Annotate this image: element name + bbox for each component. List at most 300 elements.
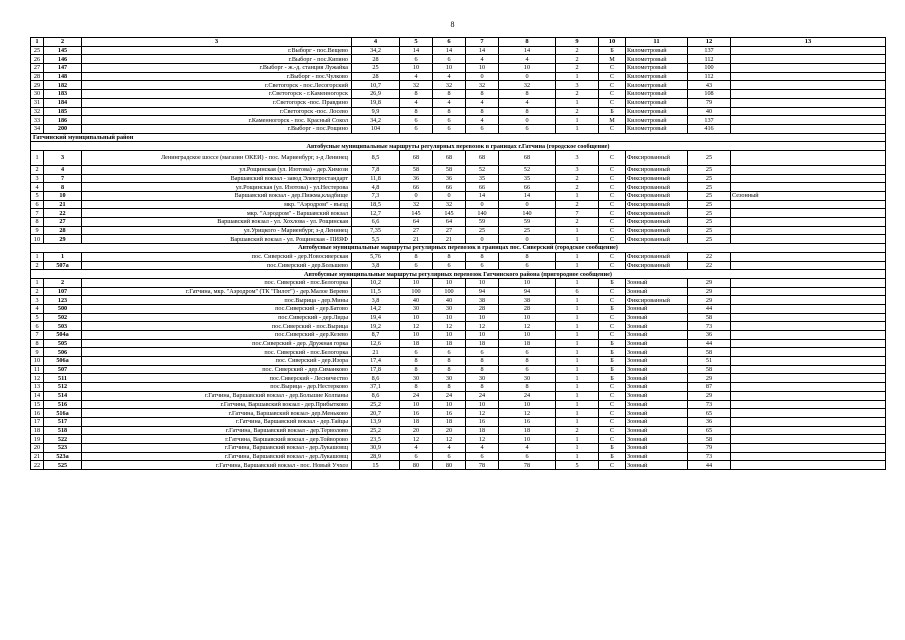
table-cell: Б xyxy=(599,357,626,366)
table-cell: 8 xyxy=(466,365,499,374)
table-cell: 200 xyxy=(44,124,82,133)
table-cell: 511 xyxy=(44,374,82,383)
table-cell: 506а xyxy=(44,357,82,366)
column-header: 11 xyxy=(626,38,688,47)
table-cell: 22 xyxy=(31,461,44,470)
table-row xyxy=(31,365,886,374)
table-cell: 12 xyxy=(433,322,466,331)
table-cell: 507а xyxy=(44,261,82,270)
table-cell: 1 xyxy=(556,443,599,452)
table-cell: Зонный xyxy=(626,452,688,461)
table-cell: 14 xyxy=(499,192,556,201)
table-cell: 15 xyxy=(352,461,400,470)
table-row xyxy=(31,218,886,227)
table-cell: 22 xyxy=(688,261,731,270)
table-cell xyxy=(731,200,886,209)
table-cell: Зонный xyxy=(626,383,688,392)
table-cell: пос. Сиверский - дер.Изора xyxy=(82,357,352,366)
table-cell: 68 xyxy=(433,150,466,165)
table-cell: 43 xyxy=(688,81,731,90)
table-cell: С xyxy=(599,296,626,305)
table-cell: 25 xyxy=(31,46,44,55)
table-cell: Километровый xyxy=(626,64,688,73)
table-cell: 19,2 xyxy=(352,322,400,331)
table-cell: С xyxy=(599,400,626,409)
column-header: 5 xyxy=(400,38,433,47)
table-cell: 33 xyxy=(31,116,44,125)
table-cell: Фиксированный xyxy=(626,150,688,165)
table-cell: 512 xyxy=(44,383,82,392)
table-cell: С xyxy=(599,383,626,392)
table-cell: 3 xyxy=(556,81,599,90)
table-cell: 22 xyxy=(688,252,731,261)
table-row xyxy=(31,435,886,444)
table-cell: 13 xyxy=(31,383,44,392)
table-cell: 1 xyxy=(556,192,599,201)
table-cell: 185 xyxy=(44,107,82,116)
table-cell: 2 xyxy=(31,287,44,296)
table-row xyxy=(31,461,886,470)
table-cell: Километровый xyxy=(626,90,688,99)
table-cell: 2 xyxy=(556,46,599,55)
table-cell: 8 xyxy=(466,357,499,366)
table-cell: 18 xyxy=(499,426,556,435)
table-cell: 145 xyxy=(400,209,433,218)
table-cell: 25 xyxy=(688,183,731,192)
table-row xyxy=(31,55,886,64)
table-cell: 27 xyxy=(400,226,433,235)
table-cell: 10 xyxy=(433,313,466,322)
table-row xyxy=(31,304,886,313)
table-cell: 523 xyxy=(44,443,82,452)
table-row xyxy=(31,391,886,400)
table-cell: 1 xyxy=(31,150,44,165)
table-cell: 3 xyxy=(44,150,82,165)
column-header: 1 xyxy=(31,38,44,47)
table-cell xyxy=(731,226,886,235)
table-cell: 184 xyxy=(44,98,82,107)
table-cell: 12 xyxy=(400,435,433,444)
table-cell: 7 xyxy=(44,174,82,183)
table-cell: 38 xyxy=(499,296,556,305)
table-cell: 28 xyxy=(44,226,82,235)
table-cell: пос.Сиверский - пос.Вырица xyxy=(82,322,352,331)
table-cell: 26 xyxy=(31,55,44,64)
table-cell: 29 xyxy=(688,296,731,305)
table-cell: 10 xyxy=(400,64,433,73)
table-cell: 21 xyxy=(31,452,44,461)
table-cell: 9 xyxy=(31,226,44,235)
table-cell: 8 xyxy=(499,252,556,261)
table-cell: 14 xyxy=(400,46,433,55)
column-header: 2 xyxy=(44,38,82,47)
table-cell: Зонный xyxy=(626,409,688,418)
table-cell: Километровый xyxy=(626,98,688,107)
table-cell: 78 xyxy=(499,461,556,470)
table-cell: Варшавский вокзал - дер.Пижма,кладбище xyxy=(82,192,352,201)
table-cell: Варшавский вокзал - ул. Рощинская - ПИЯФ xyxy=(82,235,352,244)
table-cell: 64 xyxy=(400,218,433,227)
table-cell: 8,5 xyxy=(352,150,400,165)
table-cell: 505 xyxy=(44,339,82,348)
table-row xyxy=(31,443,886,452)
table-cell: 1 xyxy=(556,72,599,81)
table-cell: Б xyxy=(599,304,626,313)
table-cell: 36 xyxy=(688,331,731,340)
table-cell: 517 xyxy=(44,417,82,426)
table-cell: 10 xyxy=(466,313,499,322)
table-row xyxy=(31,165,886,174)
table-cell xyxy=(731,383,886,392)
table-cell: пос.Вырица - дер.Нестерково xyxy=(82,383,352,392)
table-cell: 64 xyxy=(433,218,466,227)
table-cell: 94 xyxy=(499,287,556,296)
table-cell: 16 xyxy=(400,409,433,418)
table-cell: 4 xyxy=(44,165,82,174)
table-cell: С xyxy=(599,261,626,270)
table-cell: 6 xyxy=(499,452,556,461)
table-cell: 11 xyxy=(31,365,44,374)
table-cell: 3 xyxy=(556,150,599,165)
table-cell: 1 xyxy=(556,252,599,261)
table-cell: 30 xyxy=(400,374,433,383)
table-cell: Зонный xyxy=(626,278,688,287)
table-cell: 1 xyxy=(556,374,599,383)
section-title xyxy=(31,142,886,151)
table-cell: 14 xyxy=(433,46,466,55)
table-cell: 32 xyxy=(433,81,466,90)
table-cell: С xyxy=(599,72,626,81)
table-cell: 7,3 xyxy=(352,192,400,201)
table-cell: 7 xyxy=(31,209,44,218)
table-row xyxy=(31,174,886,183)
table-cell: 66 xyxy=(433,183,466,192)
table-cell: 8 xyxy=(499,383,556,392)
table-cell: 65 xyxy=(688,409,731,418)
table-cell: г.Светогорск - г.Каменногорск xyxy=(82,90,352,99)
table-cell: 12 xyxy=(499,322,556,331)
table-cell: С xyxy=(599,313,626,322)
table-cell: пос.Сиверский - дер.Лиды xyxy=(82,313,352,322)
table-cell: 79 xyxy=(688,98,731,107)
table-cell: 1 xyxy=(556,348,599,357)
table-cell: 59 xyxy=(466,218,499,227)
table-cell: 10 xyxy=(499,64,556,73)
table-cell: Б xyxy=(599,339,626,348)
table-cell: 66 xyxy=(466,183,499,192)
table-cell: С xyxy=(599,435,626,444)
table-row xyxy=(31,313,886,322)
table-cell: 25 xyxy=(352,64,400,73)
table-cell: Километровый xyxy=(626,72,688,81)
table-cell: 18,5 xyxy=(352,200,400,209)
table-cell: Фиксированный xyxy=(626,192,688,201)
table-cell: 25 xyxy=(499,226,556,235)
table-cell: 6,6 xyxy=(352,218,400,227)
table-cell: пос.Сиверский - дер.Большево xyxy=(82,261,352,270)
table-row xyxy=(31,287,886,296)
table-cell: С xyxy=(599,426,626,435)
table-cell: 18 xyxy=(400,339,433,348)
table-cell: 19,4 xyxy=(352,313,400,322)
table-row xyxy=(31,98,886,107)
table-cell: 5,5 xyxy=(352,235,400,244)
table-cell: 29 xyxy=(688,374,731,383)
table-cell: С xyxy=(599,200,626,209)
table-cell: г.Гатчина, Варшавский вокзал - дер.Лукашовщ xyxy=(82,443,352,452)
table-cell: Километровый xyxy=(626,55,688,64)
table-cell: С xyxy=(599,252,626,261)
table-cell: 7,8 xyxy=(352,165,400,174)
table-cell: 107 xyxy=(44,287,82,296)
table-cell: пос.Сиверский - дер. Дружная горка xyxy=(82,339,352,348)
table-row xyxy=(31,400,886,409)
table-cell: 506 xyxy=(44,348,82,357)
table-body xyxy=(31,46,886,469)
table-cell: С xyxy=(599,150,626,165)
table-cell: 58 xyxy=(433,165,466,174)
table-cell: С xyxy=(599,226,626,235)
table-cell: 78 xyxy=(466,461,499,470)
table-cell: 6 xyxy=(400,348,433,357)
table-cell: 26,9 xyxy=(352,90,400,99)
table-cell: 0 xyxy=(499,72,556,81)
table-cell xyxy=(731,287,886,296)
column-header: 9 xyxy=(556,38,599,47)
table-row xyxy=(31,252,886,261)
table-cell: 507 xyxy=(44,365,82,374)
table-cell: 13,9 xyxy=(352,417,400,426)
table-cell: 36 xyxy=(433,174,466,183)
column-header: 4 xyxy=(352,38,400,47)
table-cell: 8 xyxy=(466,252,499,261)
table-cell: 2 xyxy=(556,64,599,73)
table-cell: 58 xyxy=(688,313,731,322)
table-cell: 8 xyxy=(466,383,499,392)
table-row xyxy=(31,200,886,209)
table-cell: Фиксированный xyxy=(626,209,688,218)
table-cell: 1 xyxy=(31,278,44,287)
table-cell: 25 xyxy=(688,200,731,209)
table-cell: 6 xyxy=(466,124,499,133)
table-cell: 25 xyxy=(688,150,731,165)
table-cell: 8 xyxy=(400,365,433,374)
table-cell: 137 xyxy=(688,116,731,125)
table-cell: 28 xyxy=(352,72,400,81)
table-cell: 11,8 xyxy=(352,174,400,183)
table-cell: 4 xyxy=(499,443,556,452)
table-cell: 12,6 xyxy=(352,339,400,348)
table-cell: 525 xyxy=(44,461,82,470)
table-cell: С xyxy=(599,174,626,183)
table-row xyxy=(31,417,886,426)
table-cell: 8 xyxy=(499,357,556,366)
table-cell: 3,8 xyxy=(352,296,400,305)
table-cell: пос.Вырица - дер.Мины xyxy=(82,296,352,305)
table-cell: 2 xyxy=(556,90,599,99)
column-header: 6 xyxy=(433,38,466,47)
table-cell: 108 xyxy=(688,90,731,99)
table-cell: 9 xyxy=(31,348,44,357)
table-cell: 44 xyxy=(688,304,731,313)
table-cell: 518 xyxy=(44,426,82,435)
table-cell: 34 xyxy=(31,124,44,133)
table-cell: 4 xyxy=(499,55,556,64)
table-cell: 10 xyxy=(499,313,556,322)
table-cell: 1 xyxy=(556,391,599,400)
table-cell xyxy=(731,304,886,313)
table-cell: 32 xyxy=(499,81,556,90)
table-cell xyxy=(731,391,886,400)
table-cell xyxy=(731,116,886,125)
table-cell: 4 xyxy=(433,443,466,452)
table-cell: 10 xyxy=(400,313,433,322)
table-cell: 8 xyxy=(400,383,433,392)
table-cell: 21 xyxy=(44,200,82,209)
table-cell: 6 xyxy=(400,452,433,461)
table-cell: 514 xyxy=(44,391,82,400)
table-cell: Б xyxy=(599,278,626,287)
table-cell: 1 xyxy=(556,409,599,418)
table-row xyxy=(31,348,886,357)
table-cell: 4,8 xyxy=(352,183,400,192)
table-cell: 30 xyxy=(433,304,466,313)
table-cell xyxy=(731,278,886,287)
table-cell: 8 xyxy=(433,383,466,392)
table-cell xyxy=(731,124,886,133)
table-cell: С xyxy=(599,322,626,331)
table-cell: 30 xyxy=(31,90,44,99)
table-cell: 40 xyxy=(688,107,731,116)
table-cell: 17,8 xyxy=(352,365,400,374)
table-cell: Фиксированный xyxy=(626,261,688,270)
table-cell: 30 xyxy=(466,374,499,383)
table-cell: Фиксированный xyxy=(626,200,688,209)
table-cell: г.Выборг - пос.Рощино xyxy=(82,124,352,133)
table-cell xyxy=(731,331,886,340)
table-cell: 8 xyxy=(499,107,556,116)
table-cell: 21 xyxy=(433,235,466,244)
table-cell: 25 xyxy=(688,209,731,218)
table-cell: 6 xyxy=(499,365,556,374)
table-row xyxy=(31,322,886,331)
table-cell: 34,2 xyxy=(352,116,400,125)
table-cell: М xyxy=(599,55,626,64)
table-cell xyxy=(731,46,886,55)
table-cell: г.Каменногорск - пос. Красный Сокол xyxy=(82,116,352,125)
table-row xyxy=(31,426,886,435)
table-cell: 100 xyxy=(433,287,466,296)
table-cell: 145 xyxy=(433,209,466,218)
table-cell: Б xyxy=(599,443,626,452)
table-cell: 1 xyxy=(556,417,599,426)
table-cell: 18 xyxy=(466,339,499,348)
table-cell: 73 xyxy=(688,452,731,461)
table-cell: пос. Сиверский - пос.Белогорка xyxy=(82,348,352,357)
table-cell: 112 xyxy=(688,55,731,64)
table-cell: 503 xyxy=(44,322,82,331)
table-cell xyxy=(731,235,886,244)
table-cell: 4 xyxy=(433,72,466,81)
table-row xyxy=(31,278,886,287)
table-cell: Зонный xyxy=(626,339,688,348)
table-cell: 4 xyxy=(31,304,44,313)
table-cell: 6 xyxy=(499,348,556,357)
table-cell: 140 xyxy=(499,209,556,218)
table-cell: 25 xyxy=(688,226,731,235)
table-cell: пос. Сиверский - дер.Новосиверская xyxy=(82,252,352,261)
table-cell: 44 xyxy=(688,339,731,348)
table-cell: 29 xyxy=(688,278,731,287)
table-cell: г.Гатчина, Варшавский вокзал - дер.Терволово xyxy=(82,426,352,435)
table-cell: 44 xyxy=(688,461,731,470)
table-cell xyxy=(731,72,886,81)
table-cell: 3 xyxy=(31,296,44,305)
table-cell: Километровый xyxy=(626,116,688,125)
table-cell: 147 xyxy=(44,64,82,73)
table-cell: 1 xyxy=(556,331,599,340)
table-cell: Километровый xyxy=(626,124,688,133)
table-cell: 10 xyxy=(31,357,44,366)
table-row xyxy=(31,226,886,235)
table-cell: 8 xyxy=(31,218,44,227)
table-cell xyxy=(731,357,886,366)
table-cell: 73 xyxy=(688,400,731,409)
table-cell: 27 xyxy=(44,218,82,227)
table-cell: С xyxy=(599,287,626,296)
table-cell: 16 xyxy=(31,409,44,418)
table-cell xyxy=(731,417,886,426)
table-cell xyxy=(731,174,886,183)
table-cell: 8 xyxy=(400,90,433,99)
table-cell: 504а xyxy=(44,331,82,340)
table-cell: 8,6 xyxy=(352,374,400,383)
table-cell: г.Светогорск - пос.Лесогорский xyxy=(82,81,352,90)
table-cell xyxy=(731,409,886,418)
table-cell: 9,9 xyxy=(352,107,400,116)
table-cell: 4 xyxy=(400,443,433,452)
table-cell xyxy=(731,252,886,261)
table-cell: г.Выборг - пос.Чулково xyxy=(82,72,352,81)
table-cell: 25 xyxy=(688,235,731,244)
table-cell: 12 xyxy=(433,435,466,444)
table-cell: 37,1 xyxy=(352,383,400,392)
table-cell: 8,6 xyxy=(352,391,400,400)
section-title xyxy=(31,244,886,253)
table-cell: 27 xyxy=(31,64,44,73)
table-cell: 1 xyxy=(556,400,599,409)
table-cell: 35 xyxy=(466,174,499,183)
table-cell: 5 xyxy=(31,313,44,322)
table-cell: 100 xyxy=(400,287,433,296)
table-cell xyxy=(731,150,886,165)
table-cell: 1 xyxy=(556,226,599,235)
table-cell: 25 xyxy=(688,165,731,174)
table-cell: М xyxy=(599,116,626,125)
table-cell: С xyxy=(599,331,626,340)
table-cell: г.Выборг - пос.Вещево xyxy=(82,46,352,55)
table-cell xyxy=(731,322,886,331)
table-cell: 10 xyxy=(400,400,433,409)
table-cell: 0 xyxy=(466,200,499,209)
table-row xyxy=(31,46,886,55)
table-cell: 8 xyxy=(466,90,499,99)
table-cell: 2 xyxy=(556,218,599,227)
table-row xyxy=(31,339,886,348)
table-cell: 14,2 xyxy=(352,304,400,313)
table-cell: 16 xyxy=(499,417,556,426)
table-row xyxy=(31,452,886,461)
